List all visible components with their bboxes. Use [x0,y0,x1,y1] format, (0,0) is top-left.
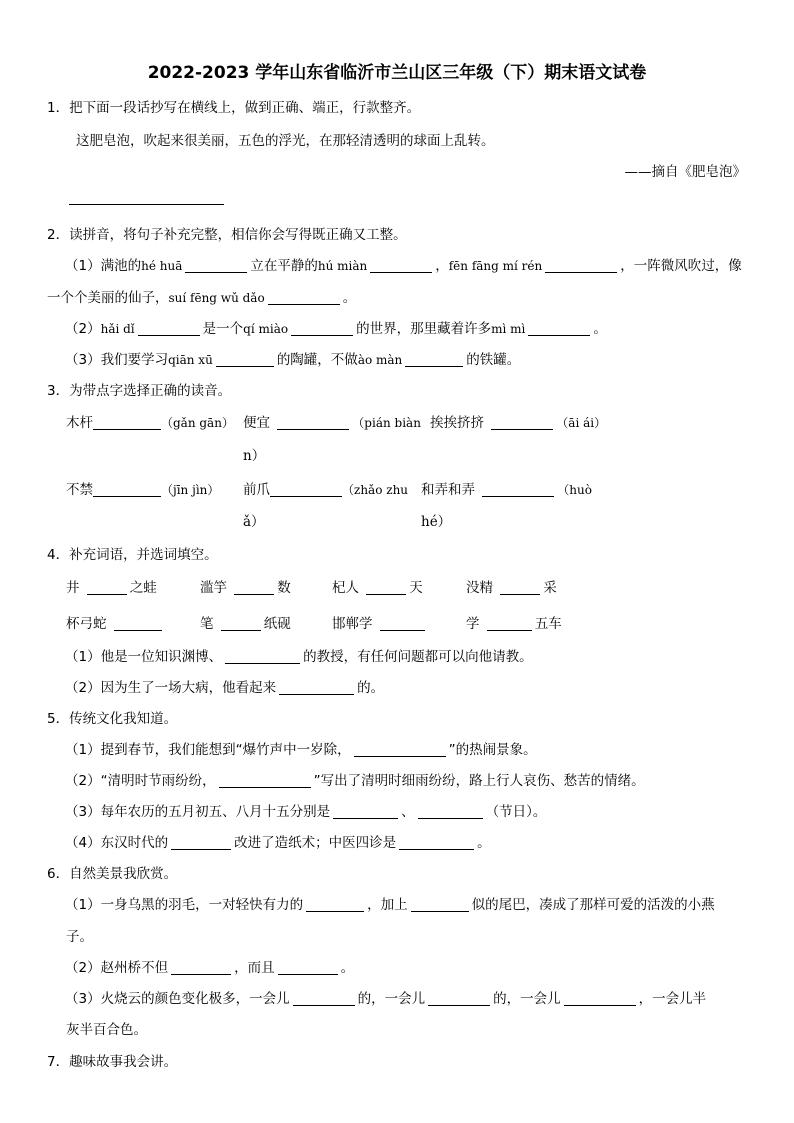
q3-item-qianzhua-wrap: ǎ） [243,514,265,530]
idiom-2: 滥竽 数 [200,580,291,596]
blank[interactable] [405,352,463,367]
question-1-stem: 1．把下面一段话抄写在横线上，做到正确、端正，行款整齐。 [47,100,421,116]
question-1-source: ——摘自《肥皂泡》 [624,164,746,180]
blank[interactable] [279,680,354,695]
question-4-stem: 4．补充词语，并选词填空。 [47,547,218,563]
idiom-1: 井 之蛙 [66,580,157,596]
blank[interactable] [138,321,200,336]
blank[interactable] [354,742,446,757]
question-5-sentence-4: （4）东汉时代的 改进了造纸术；中医四诊是 。 [65,835,491,851]
blank[interactable] [370,258,432,273]
blank[interactable] [491,415,553,430]
blank[interactable] [411,897,469,912]
blank[interactable] [528,321,590,336]
blank[interactable] [185,258,247,273]
blank[interactable] [366,580,406,595]
question-2-line-2: 一个个美丽的仙子，suí fēng wǔ dǎo 。 [47,290,357,306]
blank[interactable] [291,321,353,336]
q3-item-pianyi-wrap: n） [243,448,266,464]
blank[interactable] [87,580,127,595]
question-6-sentence-2: （2）赵州桥不但 ，而且 。 [65,960,355,976]
blank[interactable] [93,415,161,430]
idiom-3: 杞人 天 [332,580,423,596]
blank[interactable] [482,482,554,497]
question-5-stem: 5．传统文化我知道。 [47,711,178,727]
q3-item-aiaijiji: 挨挨挤挤 （āi ái） [430,415,607,431]
q3-item-bujin: 不禁 （jīn jìn） [66,482,220,498]
blank[interactable] [418,804,483,819]
blank[interactable] [171,960,231,975]
q3-item-pianyi: 便宜 （pián biàn [243,415,421,431]
blank[interactable] [500,580,540,595]
blank[interactable] [234,580,274,595]
blank[interactable] [219,773,311,788]
q3-item-qianzhua: 前爪 （zhǎo zhu [243,482,409,498]
blank[interactable] [380,616,425,631]
question-6-sentence-1-wrap: 子。 [66,929,93,945]
blank[interactable] [278,960,338,975]
idiom-4: 没精 采 [466,580,557,596]
blank[interactable] [399,835,474,850]
question-2-line-4: （3）我们要学习qiān xū 的陶罐，不做ào màn 的铁罐。 [65,352,521,368]
question-2-stem: 2．读拼音，将句子补充完整，相信你会写得既正确又工整。 [47,227,407,243]
blank[interactable] [428,991,490,1006]
question-5-sentence-3: （3）每年农历的五月初五、八月十五分别是 、 （节日）。 [65,804,547,820]
blank[interactable] [225,649,300,664]
question-1-passage: 这肥皂泡，吹起来很美丽，五色的浮光，在那轻清透明的球面上乱转。 [76,133,495,149]
question-2-line-1: （1）满池的hé huā 立在平静的hú miàn ，fēn fāng mí rén ，一阵微风吹过，像 [65,258,742,274]
question-5-sentence-1: （1）提到春节，我们能想到“爆竹声中一岁除， ”的热闹景象。 [65,742,537,758]
blank[interactable] [93,482,161,497]
question-3-stem: 3．为带点字选择正确的读音。 [47,383,232,399]
blank[interactable] [564,991,636,1006]
idiom-6: 笔 纸砚 [200,616,291,632]
idiom-8: 学 五车 [466,616,562,632]
question-6-sentence-3: （3）火烧云的颜色变化极多，一会儿 的，一会儿 的，一会儿 ，一会儿半 [65,991,707,1007]
page-title: 2022-2023 学年山东省临沂市兰山区三年级（下）期末语文试卷 [147,63,647,83]
question-6-sentence-1: （1）一身乌黑的羽毛，一对轻快有力的 ，加上 似的尾巴，凑成了那样可爱的活泼的小燕 [65,897,715,913]
blank[interactable] [277,415,349,430]
question-5-sentence-2: （2）“清明时节雨纷纷， ”写出了清明时细雨纷纷，路上行人哀伤、愁苦的情绪。 [65,773,645,789]
question-4-sentence-2: （2）因为生了一场大病，他看起来 的。 [65,680,385,696]
q3-item-mugan: 木杆 （gǎn gān） [66,415,234,431]
question-7-stem: 7．趣味故事我会讲。 [47,1054,178,1070]
blank[interactable] [306,897,364,912]
question-4-sentence-1: （1）他是一位知识渊博、 的教授，有任何问题都可以向他请教。 [65,649,533,665]
blank[interactable] [221,616,261,631]
question-1-answer-line[interactable] [66,190,227,206]
blank[interactable] [293,991,355,1006]
q3-item-huonong: 和弄和弄 （huò [421,482,592,498]
q3-item-huonong-wrap: hé） [421,514,452,530]
blank[interactable] [270,482,342,497]
idiom-7: 邯郸学 [332,612,428,632]
blank[interactable] [114,616,162,631]
question-2-line-3: （2）hǎi dǐ 是一个qí miào 的世界，那里藏着许多mì mì 。 [65,321,607,337]
blank[interactable] [171,835,231,850]
blank[interactable] [216,352,274,367]
question-6-stem: 6．自然美景我欣赏。 [47,866,178,882]
blank[interactable] [333,804,398,819]
blank[interactable] [487,616,532,631]
blank[interactable] [545,258,617,273]
question-6-sentence-3-wrap: 灰半百合色。 [66,1022,147,1038]
blank[interactable] [268,290,340,305]
idiom-5: 杯弓蛇 [66,612,165,632]
